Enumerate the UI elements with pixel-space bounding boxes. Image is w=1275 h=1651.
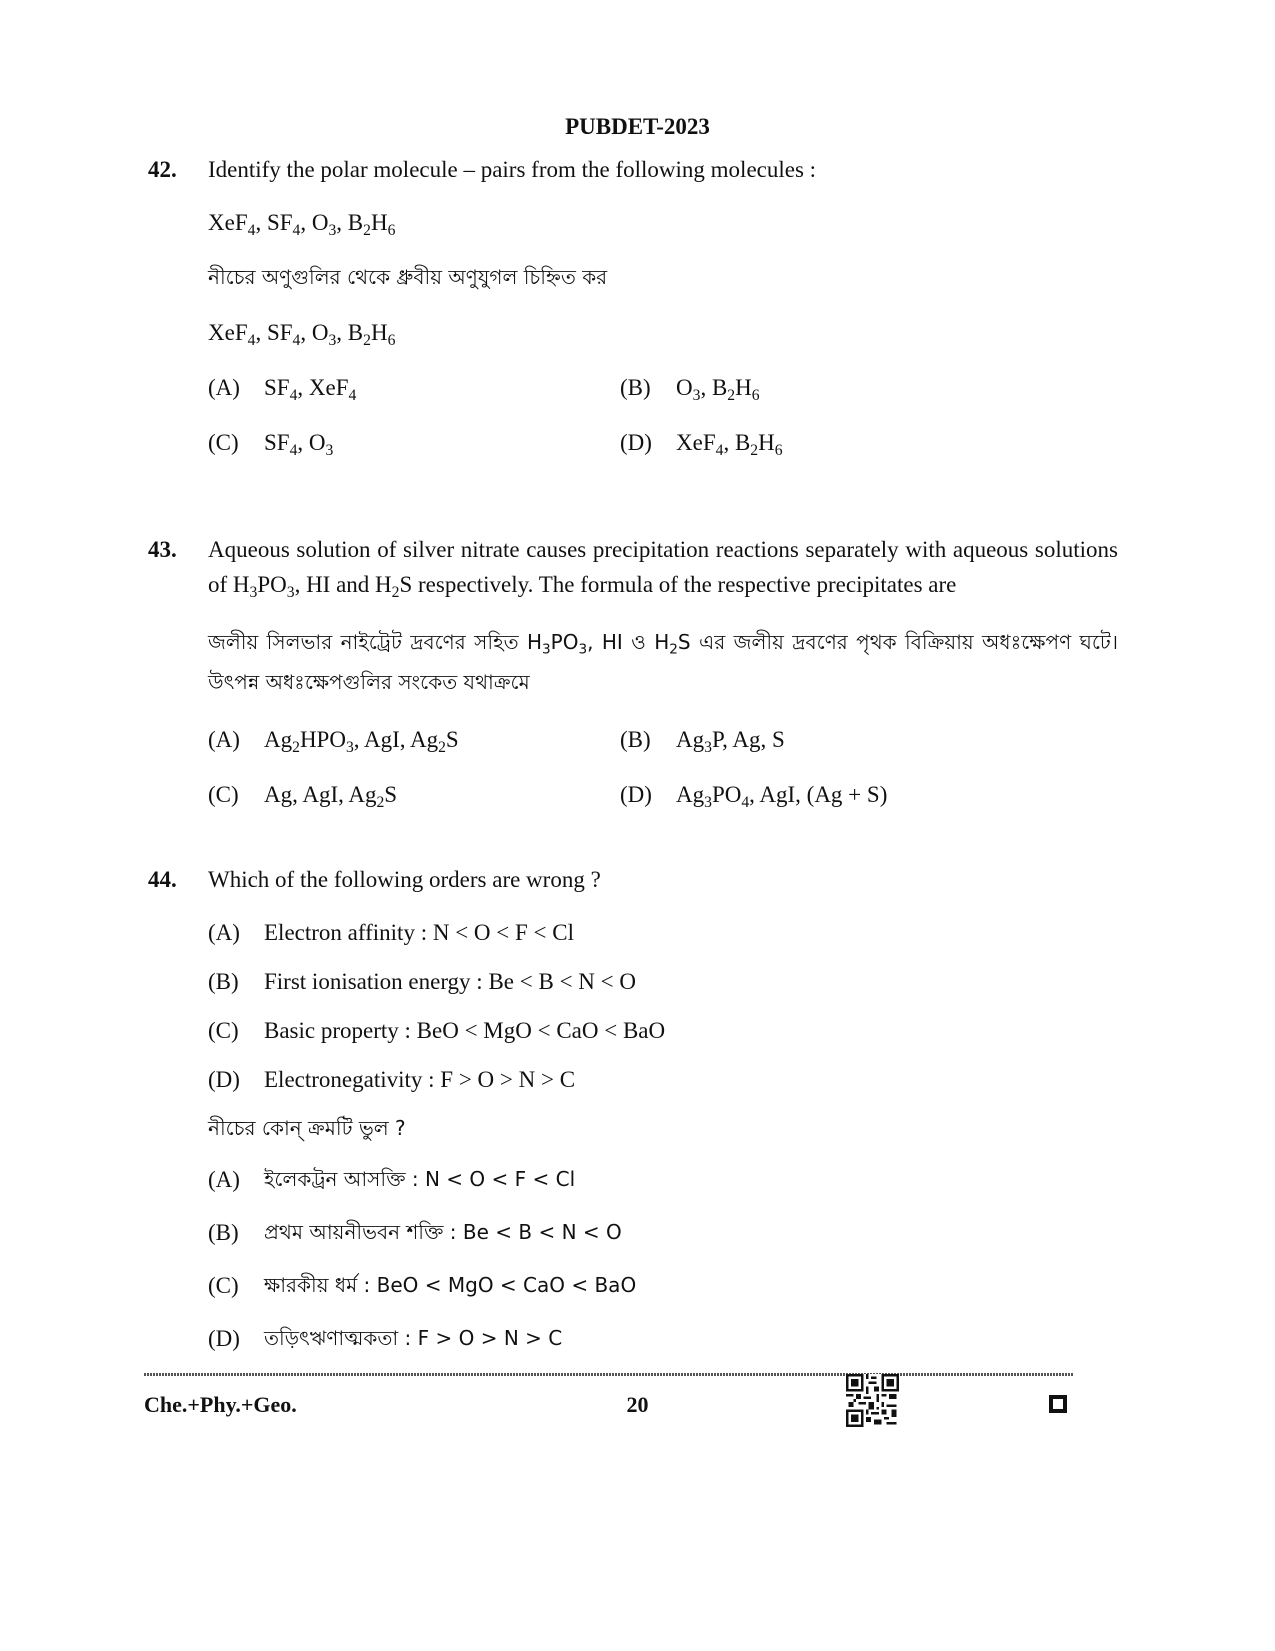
- qr-code-icon: [846, 1374, 899, 1427]
- option-a-bn[interactable]: [208, 1162, 1118, 1197]
- option-text: Electron affinity : N < O < F < Cl: [264, 920, 574, 945]
- square-marker-icon: [1049, 1395, 1067, 1413]
- option-label: (C): [208, 430, 239, 455]
- option-b[interactable]: [620, 370, 1118, 405]
- question-number: 44.: [148, 867, 177, 892]
- option-text: Electronegativity : F > O > N > C: [264, 1067, 576, 1092]
- option-c-bn[interactable]: [208, 1268, 1118, 1303]
- options: [208, 722, 1118, 812]
- question-text-bn: জলীয় সিলভার নাইট্রেট দ্রবণের সহিত $H_3PO_3$, HI ও $H_2S$ এর জলীয় দ্রবণের পৃথক বিক্রিয়ায় অধঃক্ষেপণ ঘটে। উৎপন্ন অধঃক্ষেপগুলির সংকেত যথাক্রমে: [208, 630, 1118, 694]
- option-label: (C): [208, 1018, 239, 1043]
- option-label: (C): [208, 1273, 239, 1298]
- molecule-list-bn: XeF$_4$, $SF_4$, $O_3$, $B_2H_6$: [208, 320, 396, 349]
- option-text: $O_3$, $B_2H_6$: [676, 375, 760, 404]
- question-text-bn: নীচের অণুগুলির থেকে ধ্রুবীয় অণুযুগল চিহ্নিত কর: [208, 265, 608, 289]
- option-label: (A): [208, 375, 240, 400]
- option-label: (D): [620, 782, 652, 807]
- option-d-bn[interactable]: [208, 1321, 1118, 1356]
- option-label: (B): [208, 969, 239, 994]
- option-a-en[interactable]: [208, 915, 1118, 950]
- option-label: (C): [208, 782, 239, 807]
- option-b[interactable]: [620, 722, 1118, 757]
- question-number: 42.: [148, 157, 177, 182]
- option-text: $SF_4$, $O_3$: [264, 430, 334, 459]
- page-title: PUBDET-2023: [565, 114, 710, 139]
- options-bn: [208, 1162, 1118, 1356]
- question-text-en: Aqueous solution of silver nitrate causes precipitation reactions separately with aqueous solutions of $H_3PO_3$, HI and $H_2S$ respectively. The formula of the respective precipitates are: [208, 537, 1118, 601]
- option-text: $Ag_3P$, Ag, S: [676, 727, 785, 756]
- option-text: XeF$_4$, $B_2H_6$: [676, 430, 783, 459]
- question-number: 43.: [148, 537, 177, 562]
- page-number: 20: [626, 1392, 649, 1417]
- molecule-list-en: XeF$_4$, $SF_4$, $O_3$, $B_2H_6$: [208, 210, 396, 239]
- question-42: [148, 152, 1118, 460]
- option-a[interactable]: [208, 370, 620, 405]
- option-c[interactable]: [208, 425, 620, 460]
- option-d[interactable]: [620, 425, 1118, 460]
- footer-divider: [144, 1373, 1074, 1376]
- option-text: ইলেকট্রন আসক্তি : N < O < F < Cl: [264, 1167, 576, 1191]
- question-text-en: Which of the following orders are wrong ?: [208, 867, 601, 892]
- subject-label: Che.+Phy.+Geo.: [144, 1392, 297, 1417]
- option-text: First ionisation energy : Be < B < N < O: [264, 969, 636, 994]
- option-label: (D): [208, 1067, 240, 1092]
- option-label: (A): [208, 920, 240, 945]
- option-text: $Ag_3PO_4$, AgI, (Ag + S): [676, 782, 888, 811]
- option-text: Basic property : BeO < MgO < CaO < BaO: [264, 1018, 666, 1043]
- question-44: [148, 862, 1118, 1374]
- option-text: $Ag_2HPO_3$, AgI, $Ag_2S$: [264, 727, 459, 756]
- options: [208, 370, 1118, 460]
- option-c[interactable]: [208, 777, 620, 812]
- option-text: প্রথম আয়নীভবন শক্তি : Be < B < N < O: [264, 1220, 622, 1244]
- option-label: (B): [620, 727, 651, 752]
- option-c-en[interactable]: [208, 1013, 1118, 1048]
- option-label: (D): [208, 1326, 240, 1351]
- option-label: (B): [208, 1220, 239, 1245]
- option-a[interactable]: [208, 722, 620, 757]
- option-text: ক্ষারকীয় ধর্ম : BeO < MgO < CaO < BaO: [264, 1273, 637, 1297]
- option-d[interactable]: [620, 777, 1118, 812]
- option-text: তড়িৎঋণাত্মকতা : F > O > N > C: [264, 1326, 563, 1350]
- option-text: Ag, AgI, $Ag_2S$: [264, 782, 398, 811]
- option-d-en[interactable]: [208, 1062, 1118, 1097]
- option-b-en[interactable]: [208, 964, 1118, 999]
- question-text-bn: নীচের কোন্ ক্রমটি ভুল ?: [208, 1116, 406, 1140]
- option-label: (D): [620, 430, 652, 455]
- option-text: $SF_4$, XeF$_4$: [264, 375, 357, 404]
- options-en: [208, 915, 1118, 1097]
- question-43: [148, 532, 1118, 812]
- option-b-bn[interactable]: [208, 1215, 1118, 1250]
- option-label: (A): [208, 1167, 240, 1192]
- option-label: (B): [620, 375, 651, 400]
- option-label: (A): [208, 727, 240, 752]
- question-text-en: Identify the polar molecule – pairs from the following molecules :: [208, 157, 817, 182]
